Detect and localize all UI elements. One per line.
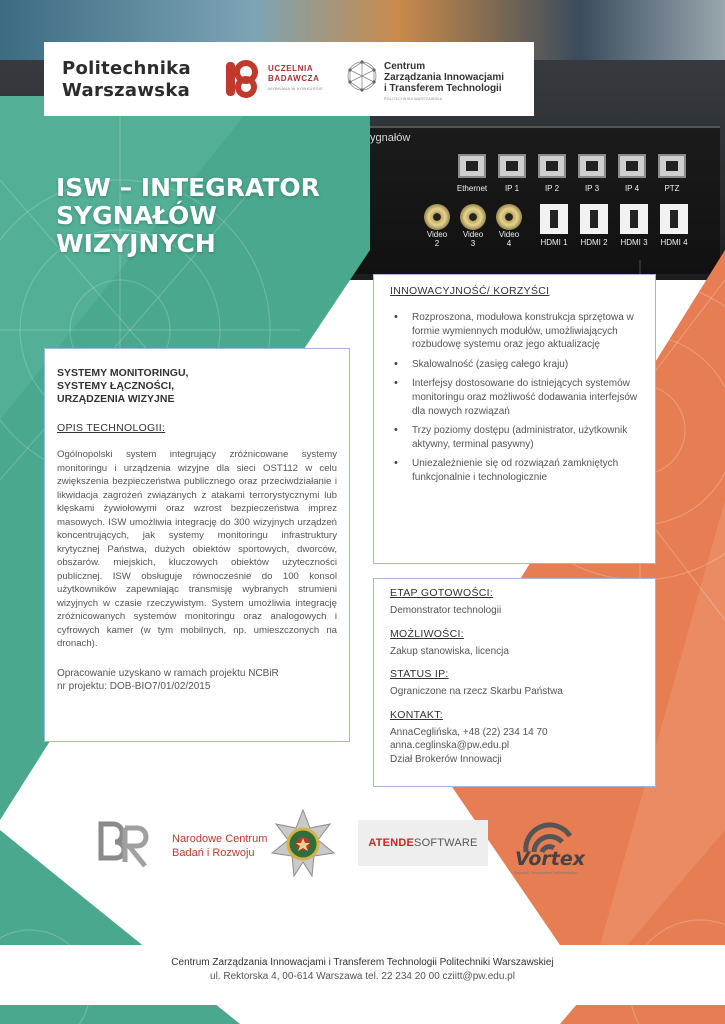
contact-department: Dział Brokerów Innowacji xyxy=(390,753,502,765)
footer xyxy=(0,945,725,1005)
port-label: HDMI 4 xyxy=(660,238,688,247)
ncbr-logo-text: Narodowe Centrum Badań i Rozwoju xyxy=(172,833,268,859)
czizt-network-icon xyxy=(344,58,380,94)
contact-email[interactable]: anna.ceglinska@pw.edu.pl xyxy=(390,740,510,751)
partner-logos xyxy=(0,800,725,890)
vortex-tagline: Research, Development, Implementation xyxy=(514,871,578,875)
list-item: • Interfejsy dostosowane do istniejących systemów monitoringu oraz możliwość dodawania interfejsów dla nowych rozwiązań xyxy=(390,377,639,418)
options-value: Zakup stanowiska, licencja xyxy=(390,645,509,657)
uczelnia-badawcza-icon xyxy=(222,59,262,99)
port-label: HDMI 1 xyxy=(540,238,568,247)
port-label: Video 4 xyxy=(498,230,520,248)
ip-status-label: STATUS IP: xyxy=(390,668,449,680)
list-item: • Skalowalność (zasięg całego kraju) xyxy=(390,358,639,372)
page-title: ISW – INTEGRATOR SYGNAŁÓW WIZYJNYCH xyxy=(56,173,320,258)
uczelnia-badawcza-text: UCZELNIA BADAWCZA WYBRANA W KONKURSIE xyxy=(268,64,324,91)
port-label: IP 1 xyxy=(504,184,520,193)
port-label: Video 2 xyxy=(426,230,448,248)
list-item: • Uniezależnienie się od rozwiązań zamkniętych funkcjonalnie i technologicznie xyxy=(390,457,639,484)
benefits-list xyxy=(390,311,639,485)
fire-service-badge-icon xyxy=(268,808,338,878)
port-label: Ethernet xyxy=(456,184,488,193)
technology-description-box xyxy=(44,348,350,742)
contact-name-phone: AnnaCeglińska, +48 (22) 234 14 70 xyxy=(390,726,548,738)
list-item: • Trzy poziomy dostępu (administrator, użytkownik aktywny, terminal pasywny) xyxy=(390,424,639,451)
benefits-box xyxy=(373,274,656,564)
device-brand-label: ygnałów xyxy=(370,132,411,144)
details-box xyxy=(373,578,656,787)
contact-info xyxy=(390,726,639,767)
port-label: IP 2 xyxy=(544,184,560,193)
politechnika-warszawska-logo: Politechnika Warszawska xyxy=(62,58,191,101)
port-label: PTZ xyxy=(664,184,680,193)
footer-organization: Centrum Zarządzania Innowacjami i Transferem Technologii Politechniki Warszawskiej xyxy=(171,957,554,968)
port-label: Video 3 xyxy=(462,230,484,248)
contact-label: KONTAKT: xyxy=(390,708,443,721)
footer-address: ul. Rektorska 4, 00-614 Warszawa tel. 22 234 20 00 cziitt@pw.edu.pl xyxy=(210,971,515,982)
header-logo-bar xyxy=(44,42,534,116)
port-label: HDMI 3 xyxy=(620,238,648,247)
czizt-logo-text: Centrum Zarządzania Innowacjami i Transferem Technologii POLITECHNIKA WARSZAWSKA xyxy=(384,61,505,101)
port-label: IP 3 xyxy=(584,184,600,193)
section-heading: OPIS TECHNOLOGII: xyxy=(57,422,166,434)
list-item: • Rozproszona, modułowa konstrukcja sprzętowa w formie wymiennych modułów, umożliwiających rozbudowę systemu oraz jego aktualizację xyxy=(390,311,639,352)
ncbr-logo-icon xyxy=(95,818,155,870)
stage-label: ETAP GOTOWOŚCI: xyxy=(390,587,494,599)
options-label: MOŻLIWOŚCI: xyxy=(390,627,464,640)
port-label: IP 4 xyxy=(624,184,640,193)
category-heading: SYSTEMY MONITORINGU, SYSTEMY ŁĄCZNOŚCI, URZĄDZENIA WIZYJNE xyxy=(57,367,189,405)
technology-description: Ogólnopolski system integrujący zróżnicowane systemy monitoringu i urządzenia wizyjne dla sieci OST112 w celu zwiększenia bezpieczeństwa publicznego oraz przeciwdziałanie i likwidacja zagrożeń związanych z atakami terrorystycznymi lub klęskami żywiołowymi oraz wzrost bezpieczeństwa imprez masowych. ISW umożliwia integrację do 300 wizyjnych urządzeń koncentrujących, jak systemy monitoringu infrastruktury krytycznej Państwa, dużych obiektów sportowych, dworców, obszarów. miejskich, kluczowych obiektów użyteczności publicznej. ISW obsługuje równocześnie do 100 konsol użytkowników zapewniając transmisję wybranych strumieni wizyjnych w czasie rzeczywistym. System umożliwia integrację zróżnicowanych systemów monitoringu oraz analogowych i cyfrowych kamer (w tym mobilnych, np. umieszczonych na dronach). xyxy=(57,449,337,649)
stage-value: Demonstrator technologii xyxy=(390,605,502,616)
benefits-heading: INNOWACYJNOŚĆ/ KORZYŚCI xyxy=(390,285,550,297)
atende-software-logo: ATENDE SOFTWARE xyxy=(358,820,488,866)
vortex-logo-text: Vortex xyxy=(515,848,585,870)
ip-status-value: Ograniczone na rzecz Skarbu Państwa xyxy=(390,686,563,697)
project-note: Opracowanie uzyskano w ramach projektu NCBiR nr projektu: DOB-BIO7/01/02/2015 xyxy=(57,667,279,692)
port-label: HDMI 2 xyxy=(580,238,608,247)
